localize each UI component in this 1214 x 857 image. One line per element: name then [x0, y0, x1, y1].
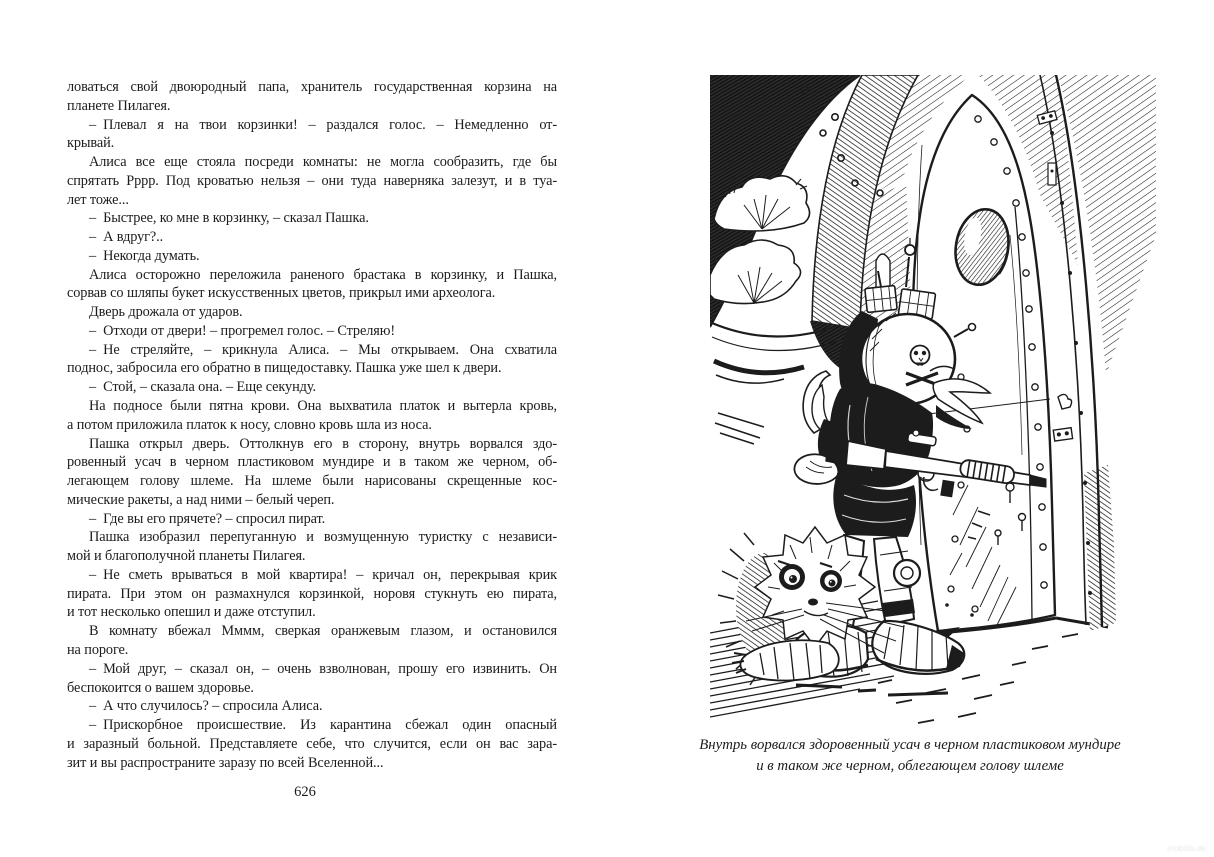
- text-line: поднос, забросила его обратно в пищедоставку. Пашка уже шел к двери.: [67, 360, 502, 377]
- text-line: легающем голову шлеме. На шлеме были нарисованы скрещенные кос-: [67, 473, 557, 490]
- text-line: Дверь дрожала от ударов.: [89, 304, 243, 321]
- text-line: Пашка изобразил перепуганную и возмущенную туристку с независи-: [89, 529, 557, 546]
- text-line: – Отходи от двери! – прогремел голос. – Стреляю!: [89, 322, 395, 339]
- left-page-text: [67, 78, 557, 772]
- text-line: Алиса осторожно переложила раненого брастака в корзинку, и Пашка,: [89, 266, 557, 283]
- text-line: ровенный усач в черном пластиковом мундире и в таком же черном, об-: [67, 454, 557, 471]
- page-number: 626: [294, 784, 316, 800]
- text-line: – Мой друг, – сказал он, – очень взволнован, прошу его извинить. Он: [89, 660, 557, 677]
- text-line: – Прискорбное происшествие. Из карантина сбежал один опасный: [89, 717, 557, 734]
- text-line: Пашка открыл дверь. Оттолкнув его в сторону, внутрь ворвался здо-: [89, 435, 557, 452]
- text-line: на пороге.: [67, 641, 129, 658]
- text-line: беспокоится о вашем здоровье.: [67, 679, 254, 696]
- wall-lines-left: [715, 413, 764, 444]
- text-line: зит и вы распространите заразу по всей Вселенной...: [67, 754, 384, 771]
- text-line: На подносе были пятна крови. Она выхватила платок и вытерла кровь,: [89, 398, 557, 415]
- text-line: – А что случилось? – спросила Алиса.: [89, 698, 323, 715]
- illustration-caption: [660, 735, 1160, 777]
- text-line: – Плевал я на твои корзинки! – раздался голос. – Немедленно от-: [89, 116, 557, 133]
- text-line: – А вдруг?..: [89, 229, 164, 246]
- text-line: лет тоже...: [67, 191, 129, 208]
- text-line: В комнату вбежал Мммм, сверкая оранжевым глазом, и остановился: [89, 623, 557, 640]
- text-line: мой и благополучной планеты Пилагея.: [67, 548, 306, 565]
- text-line: – Не стреляйте, – крикнула Алиса. – Мы открываем. Она схватила: [89, 341, 557, 358]
- text-line: мические ракеты, а над ними – белый череп.: [67, 491, 335, 508]
- text-line: пирата. При этом он размахнулся корзинкой, норовя стукнуть ею пирата,: [67, 585, 557, 602]
- text-line: – Не сметь врываться в мой квартира! – кричал он, перекрывая крик: [89, 566, 557, 583]
- text-line: крывай.: [67, 135, 115, 152]
- text-line: и заразный больной. Представляете себе, что случится, если он вас зара-: [67, 735, 557, 752]
- text-line: – Где вы его прячете? – спросил пират.: [89, 510, 326, 527]
- illustration-pirate-at-door: [710, 75, 1156, 725]
- text-line: и тот несколько опешил и даже отступил.: [67, 604, 316, 621]
- watermark: mobilib.de: [1167, 843, 1206, 853]
- caption-line: Внутрь ворвался здоровенный усач в черном пластиковом мундире: [699, 737, 1121, 753]
- caption-line: и в таком же черном, облегающем голову шлеме: [756, 758, 1064, 774]
- text-line: а потом приложила платок к носу, словно кровь шла из носа.: [67, 416, 432, 433]
- text-line: спрятать Рррр. Под кроватью нельзя – они туда наверняка залезут, и в туа-: [67, 172, 557, 189]
- text-line: – Быстрее, ко мне в корзинку, – сказал Пашка.: [89, 210, 369, 227]
- text-line: ловаться свой двоюродный папа, хранитель государственная корзина на: [67, 79, 557, 95]
- text-line: сорвав со шляпы букет искусственных цветов, прикрыл ими археолога.: [67, 285, 496, 302]
- text-line: Алиса все еще стояла посреди комнаты: не могла сообразить, где бы: [89, 154, 557, 171]
- text-line: планете Пилагея.: [67, 97, 171, 114]
- text-line: – Стой, – сказала она. – Еще секунду.: [89, 379, 316, 396]
- text-line: – Некогда думать.: [89, 247, 200, 264]
